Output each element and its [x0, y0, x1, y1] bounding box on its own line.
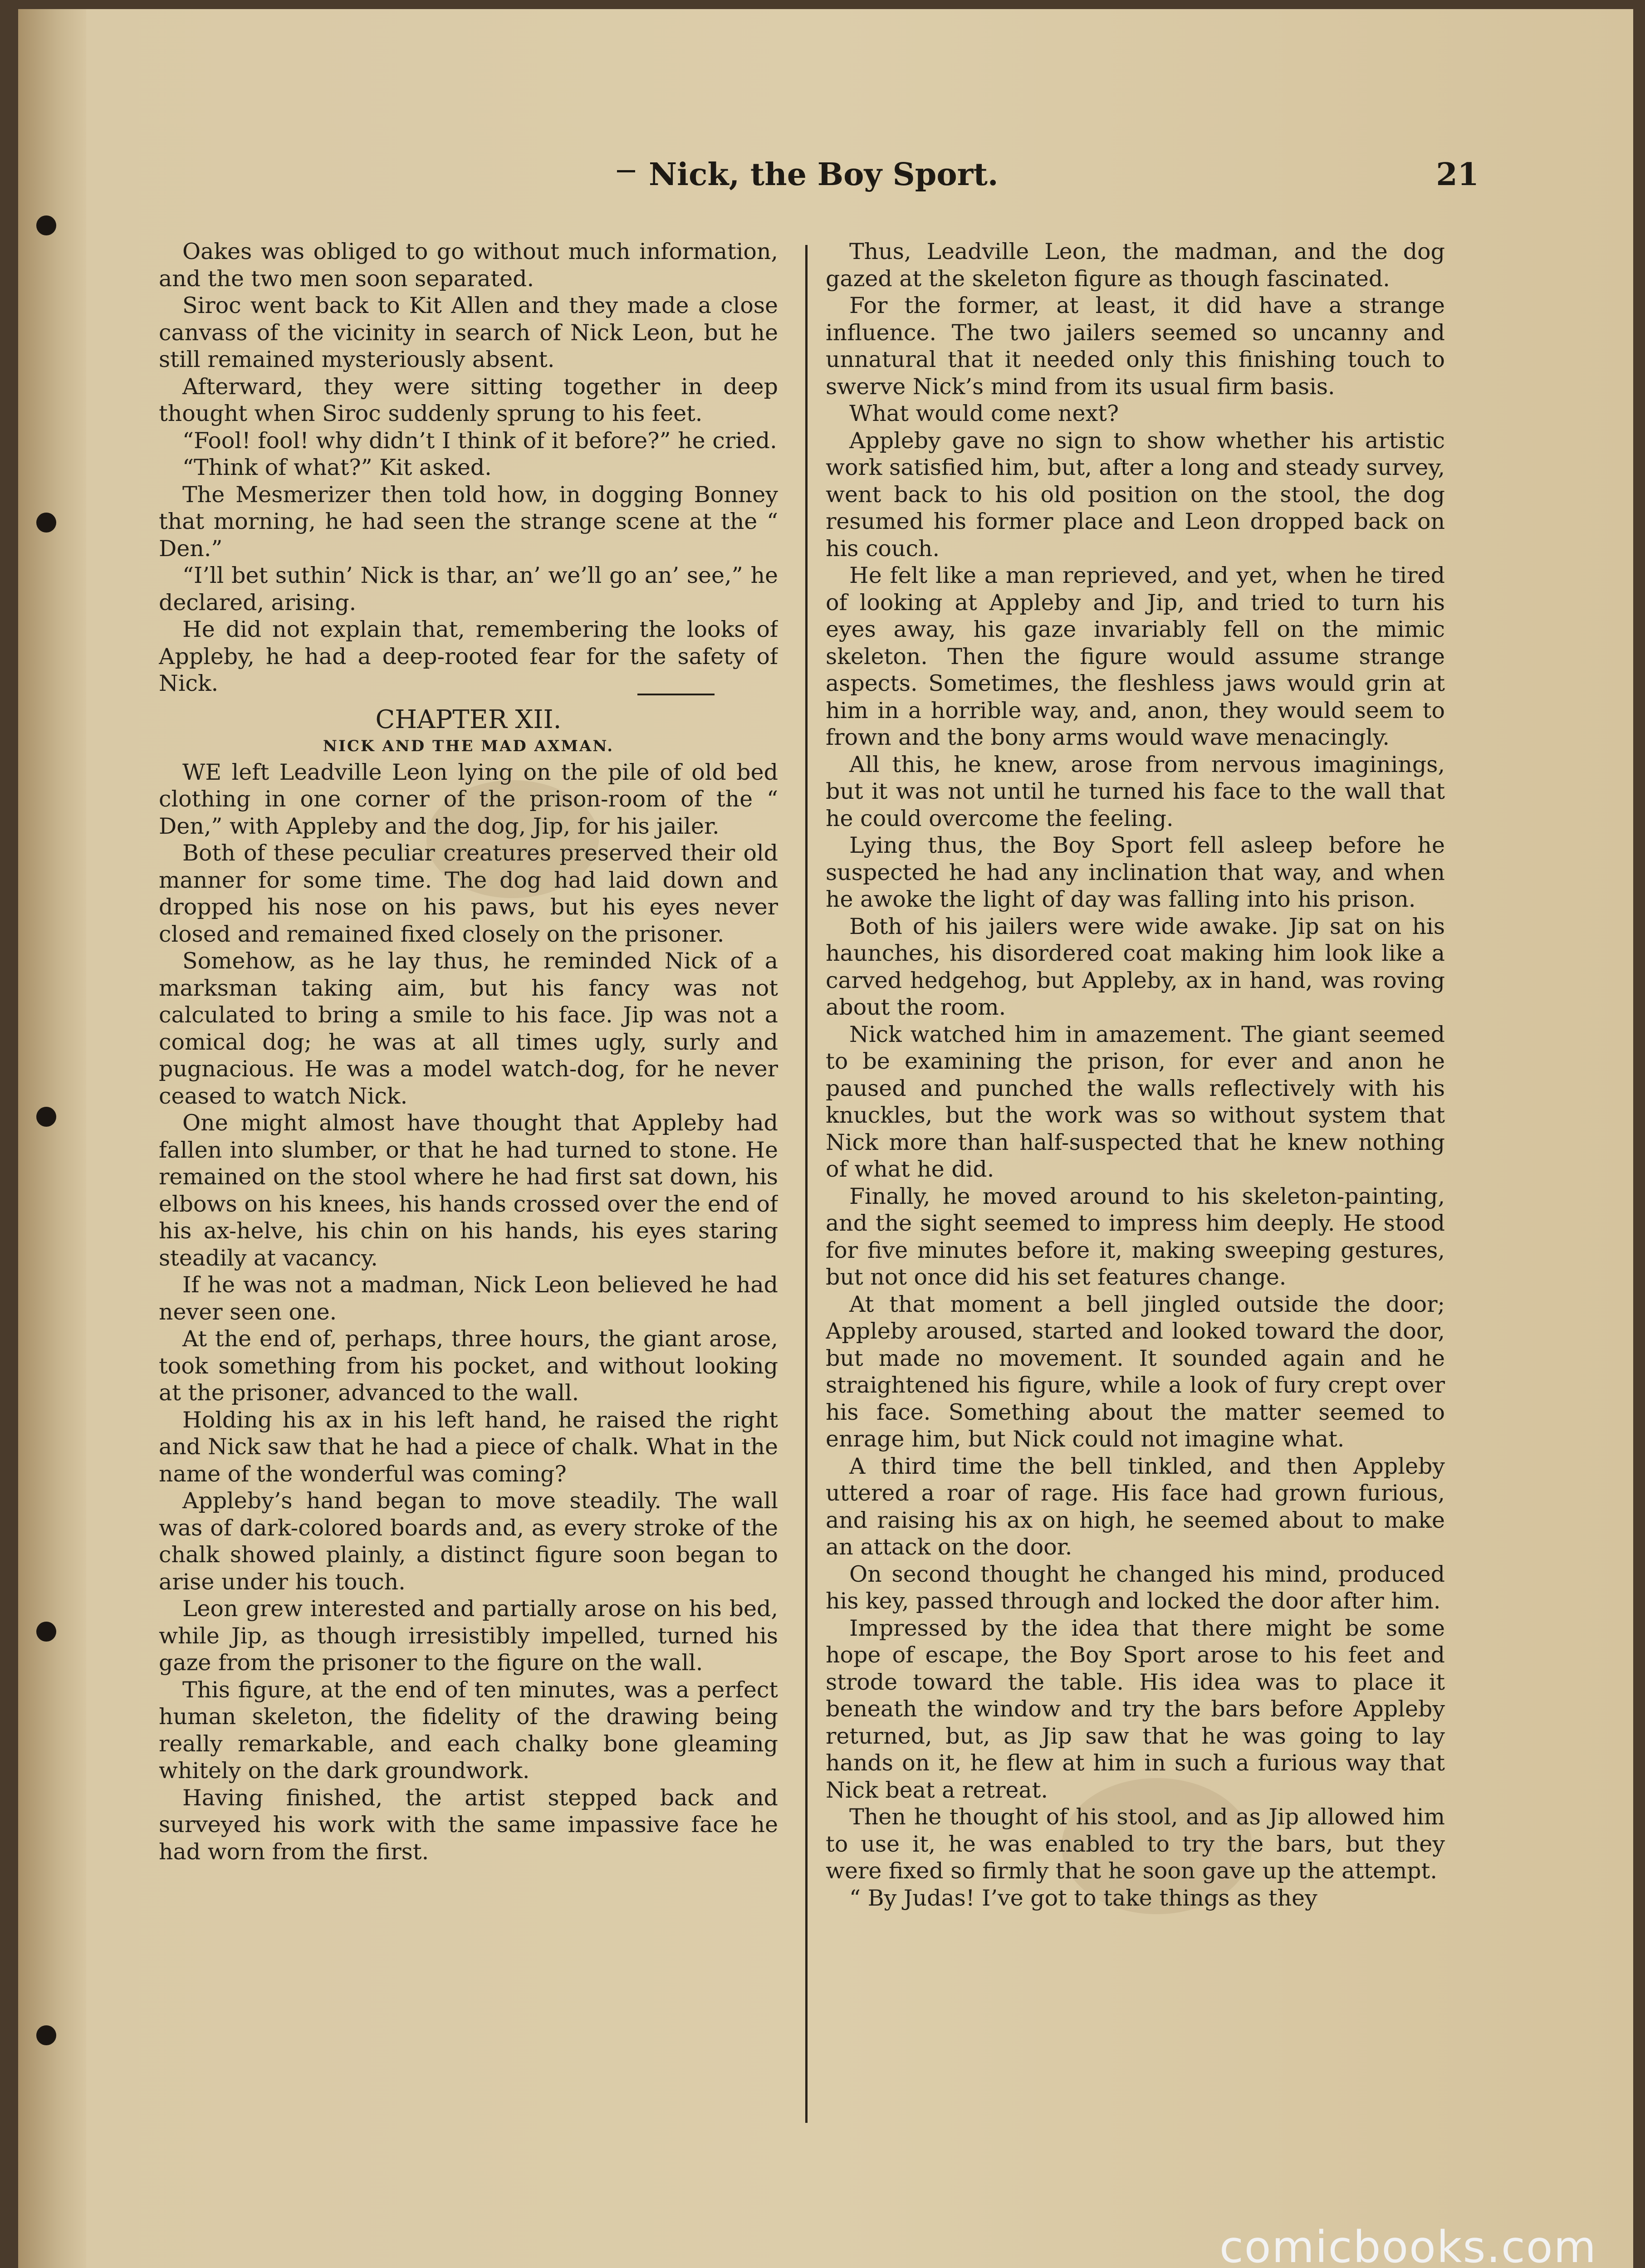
paragraph: A third time the bell tinkled, and then Appleby uttered a roar of rage. His face had grown furious, and raising his ax on high, he seemed about to make an attack on the door.	[826, 1453, 1445, 1560]
paragraph: “I’ll bet suthin’ Nick is thar, an’ we’ll go an’ see,” he declared, arising.	[159, 562, 778, 616]
paragraph: What would come next?	[849, 401, 1119, 426]
paragraph: Afterward, they were sitting together in deep thought when Siroc suddenly sprung to his feet.	[159, 373, 778, 426]
paragraph: This figure, at the end of ten minutes, was a perfect human skeleton, the fidelity of the drawing being really remarkable, and each chalky bone gleaming whitely on the dark groundwork.	[159, 1677, 778, 1784]
paragraph: “Fool! fool! why didn’t I think of it before?” he cried.	[182, 427, 777, 454]
paragraph: If he was not a madman, Nick Leon believed he had never seen one.	[159, 1272, 778, 1325]
paragraph: All this, he knew, arose from nervous imaginings, but it was not until he turned his face to the wall that he could overcome the feeling.	[826, 751, 1445, 831]
right-column	[826, 238, 1445, 2134]
binding-hole	[36, 1107, 56, 1127]
paragraph: Siroc went back to Kit Allen and they made a close canvass of the vicinity in search of Nick Leon, but he still remained mysteriously absent.	[159, 293, 778, 372]
paragraph: WE left Leadville Leon lying on the pile of old bed clothing in one corner of the prison-room of the “ Den,” with Appleby and the dog, Jip, for his jailer.	[159, 759, 778, 839]
paragraph: Holding his ax in his left hand, he raised the right and Nick saw that he had a piece of chalk. What in the name of the wonderful was coming?	[159, 1407, 778, 1487]
paragraph: Then he thought of his stool, and as Jip allowed him to use it, he was enabled to try the bars, but they were fixed so firmly that he soon gave up the attempt.	[826, 1804, 1445, 1884]
paragraph: Both of his jailers were wide awake. Jip sat on his haunches, his disordered coat making him look like a carved hedgehog, but Appleby, ax in hand, was roving about the room.	[826, 913, 1445, 1020]
paragraph: Finally, he moved around to his skeleton-painting, and the sight seemed to impress him deeply. He stood for five minutes before it, making sweeping gestures, but not once did his set features change.	[826, 1183, 1445, 1290]
paragraph: Thus, Leadville Leon, the madman, and the dog gazed at the skeleton figure as though fascinated.	[826, 239, 1445, 292]
paragraph: Having finished, the artist stepped back and surveyed his work with the same impassive face he had worn from the first.	[159, 1784, 778, 1865]
site-watermark: comicbooks.com	[1219, 2222, 1597, 2268]
left-column	[159, 238, 778, 2134]
column-divider	[805, 245, 808, 2123]
paragraph: Leon grew interested and partially arose on his bed, while Jip, as though irresistibly impelled, turned his gaze from the prisoner to the figure on the wall.	[159, 1596, 778, 1676]
book-page	[18, 9, 1633, 2268]
paragraph: One might almost have thought that Appleby had fallen into slumber, or that he had turned to stone. He remained on the stool where he had first sat down, his elbows on his knees, his hands crossed over the end of his ax-helve, his chin on his hands, his eyes staring steadily at vacancy.	[159, 1110, 778, 1271]
binding-hole	[36, 513, 56, 533]
paragraph: “Think of what?” Kit asked.	[182, 455, 492, 480]
paragraph: On second thought he changed his mind, produced his key, passed through and locked the door after him.	[826, 1561, 1445, 1614]
paragraph: At the end of, perhaps, three hours, the giant arose, took something from his pocket, and without looking at the prisoner, advanced to the wall.	[159, 1326, 778, 1406]
paragraph: “ By Judas! I’ve got to take things as they	[849, 1885, 1317, 1911]
page-number: 21	[1436, 156, 1479, 193]
paragraph: Appleby gave no sign to show whether his artistic work satisfied him, but, after a long and steady survey, went back to his old position on the stool, the dog resumed his former place and Leon dropped back on his couch.	[826, 427, 1445, 562]
running-title: Nick, the Boy Sport.	[649, 156, 999, 193]
paragraph: He did not explain that, remembering the looks of Appleby, he had a deep-rooted fear for the safety of Nick.	[159, 616, 778, 696]
paragraph: He felt like a man reprieved, and yet, when he tired of looking at Appleby and Jip, and tried to turn his eyes away, his gaze invariably fell on the mimic skeleton. Then the figure would assume strange aspects. Sometimes, the fleshless jaws would grin at him in a horrible way, and, anon, they would seem to frown and the bony arms would wave menacingly.	[826, 562, 1445, 750]
paragraph: At that moment a bell jingled outside the door; Appleby aroused, started and looked toward the door, but made no movement. It sounded again and he straightened his figure, while a look of fury crept over his face. Something about the matter seemed to enrage him, but Nick could not imagine what.	[826, 1291, 1445, 1452]
section-rule	[637, 694, 715, 695]
binding-hole	[36, 1622, 56, 1642]
paragraph: Oakes was obliged to go without much information, and the two men soon separated.	[159, 239, 778, 292]
paragraph: Appleby’s hand began to move steadily. The wall was of dark-colored boards and, as every stroke of the chalk showed plainly, a distinct figure soon began to arise under his touch.	[159, 1488, 778, 1595]
chapter-subtitle: NICK AND THE MAD AXMAN.	[323, 737, 614, 755]
paragraph: For the former, at least, it did have a strange influence. The two jailers seemed so uncanny and unnatural that it needed only this finishing touch to swerve Nick’s mind from its usual firm basis.	[826, 293, 1445, 400]
paragraph: The Mesmerizer then told how, in dogging Bonney that morning, he had seen the strange scene at the “ Den.”	[159, 481, 778, 562]
header-mark	[617, 170, 635, 172]
paragraph: Nick watched him in amazement. The giant seemed to be examining the prison, for ever and anon he paused and punched the walls reflectively with his knuckles, but the work was so without system that Nick more than half-suspected that he knew nothing of what he did.	[826, 1021, 1445, 1182]
binding-hole	[36, 2025, 56, 2045]
paragraph: Impressed by the idea that there might be some hope of escape, the Boy Sport arose to his feet and strode toward the table. His idea was to place it beneath the window and try the bars before Appleby returned, but, as Jip saw that he was going to lay hands on it, he flew at him in such a furious way that Nick beat a retreat.	[826, 1615, 1445, 1803]
binding-hole	[36, 215, 56, 235]
paragraph: Lying thus, the Boy Sport fell asleep before he suspected he had any inclination that way, and when he awoke the light of day was falling into his prison.	[826, 832, 1445, 912]
page-spine	[18, 9, 86, 2268]
paragraph: Both of these peculiar creatures preserved their old manner for some time. The dog had laid down and dropped his nose on his paws, but his eyes never closed and remained fixed closely on the prisoner.	[159, 840, 778, 947]
chapter-heading: CHAPTER XII.	[375, 704, 562, 734]
paragraph: Somehow, as he lay thus, he reminded Nick of a marksman taking aim, but his fancy was not calculated to bring a smile to his face. Jip was not a comical dog; he was at all times ugly, surly and pugnacious. He was a model watch-dog, for he never ceased to watch Nick.	[159, 948, 778, 1109]
